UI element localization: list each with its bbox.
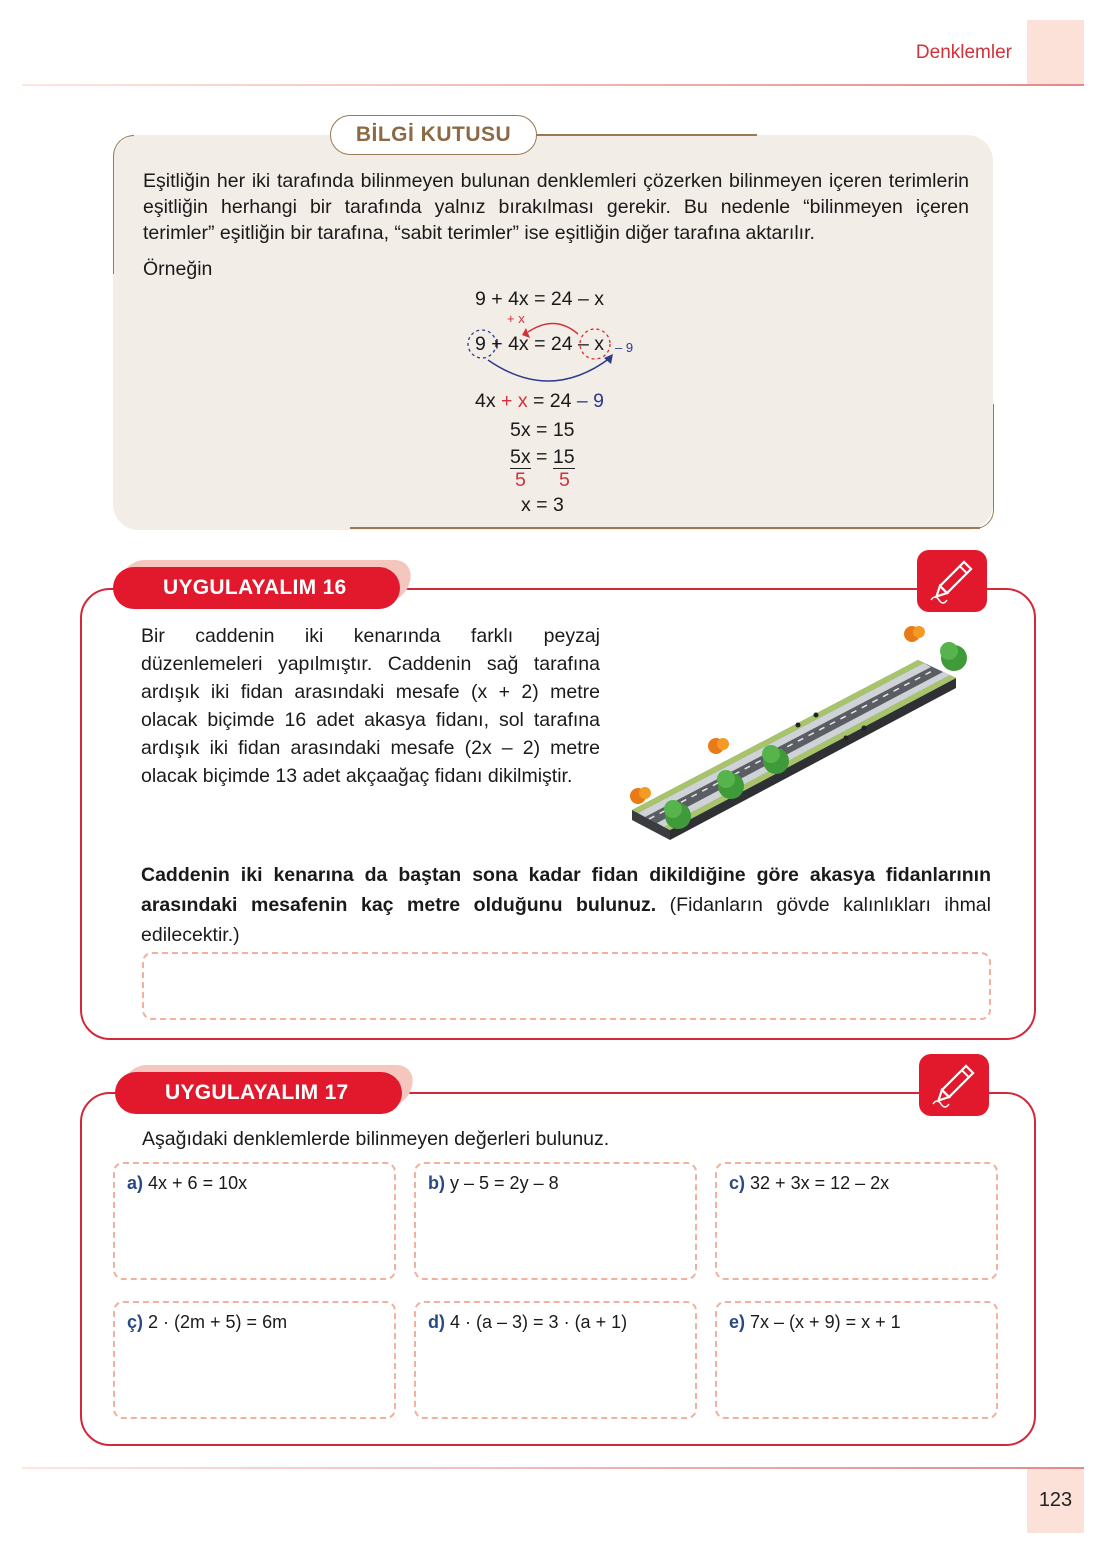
step-2-nine: 9 <box>475 333 486 355</box>
equation-box-e[interactable] <box>715 1301 998 1419</box>
equation-letter: ç) <box>127 1312 144 1332</box>
equation-text: 32 + 3x = 12 – 2x <box>750 1173 890 1193</box>
step-5 <box>510 446 575 469</box>
u17-title: UYGULAYALIM 17 <box>115 1072 402 1114</box>
pencil-icon <box>919 1054 989 1116</box>
u16-answer-box[interactable] <box>142 952 991 1020</box>
header-divider <box>22 84 1084 86</box>
step-3-eq: = 24 <box>527 390 577 412</box>
chapter-title: Denklemler <box>915 42 1012 63</box>
page-number: 123 <box>1038 1489 1073 1511</box>
step-4: 5x = 15 <box>510 419 575 441</box>
u16-text: Bir caddenin iki kenarında farklı peyzaj düzenlemeleri yapılmıştır. Caddenin sağ tarafına ardışık iki fidan arasındaki mesafe (x + 2) metre olacak biçimde 16 adet akasya fidanı, sol tarafına ardışık iki fidan arasındaki mesafe (2x – 2) metre olacak biçimde 13 adet akçaağaç fidanı dikilmiştir. <box>141 625 600 787</box>
equation-box-a[interactable] <box>113 1162 396 1280</box>
info-box-title: BİLGİ KUTUSU <box>330 115 537 155</box>
example-label: Örneğin <box>143 258 213 280</box>
move-plus-x: + x <box>507 311 525 326</box>
equation-text: 7x – (x + 9) = x + 1 <box>750 1312 901 1332</box>
step-3 <box>475 390 604 413</box>
step-5-numerator-a: 5x <box>510 446 531 468</box>
step-3-plus-x: + x <box>501 390 528 412</box>
denominator-b: 5 <box>559 469 570 491</box>
info-frame-right <box>975 404 994 529</box>
step-5-numerator-b: 15 <box>552 446 575 468</box>
equation-letter: e) <box>729 1312 746 1332</box>
equation-text: 4x + 6 = 10x <box>148 1173 248 1193</box>
equation-letter: c) <box>729 1173 746 1193</box>
u16-question-note: (Fidanların gövde kalınlıkları ihmal edilecektir.) <box>141 894 991 946</box>
equation-text: 2 · (2m + 5) = 6m <box>148 1312 288 1332</box>
step-2 <box>475 333 604 356</box>
u17-pencil-badge <box>919 1054 989 1116</box>
u16-question <box>141 860 991 950</box>
step-6: x = 3 <box>521 494 564 516</box>
equation-box-d[interactable] <box>414 1301 697 1419</box>
equation-box-c-cedilla[interactable] <box>113 1301 396 1419</box>
denominator-a: 5 <box>515 469 526 491</box>
pencil-icon <box>917 550 987 612</box>
equation-letter: d) <box>428 1312 445 1332</box>
step-2-minus-x: – x <box>578 333 605 355</box>
equation-text: 4 · (a – 3) = 3 · (a + 1) <box>450 1312 628 1332</box>
move-minus-9: – 9 <box>615 340 634 355</box>
step-3-minus-9: – 9 <box>576 390 605 412</box>
info-frame-top <box>535 134 757 136</box>
u16-pencil-badge <box>917 550 987 612</box>
equation-box-c[interactable] <box>715 1162 998 1280</box>
step-3-4x: 4x <box>475 390 502 412</box>
road-illustration <box>618 620 978 842</box>
info-text: Eşitliğin her iki tarafında bilinmeyen bulunan denklemleri çözerken bilinmeyen içeren terimlerin eşitliğin herhangi bir tarafında yalnız bırakılması gerekir. Bu nedenle “bilinmeyen içeren terimler” eşitliğin bir tarafına, “sabit terimler” ise eşitliğin diğer tarafına aktarılır. <box>143 170 969 244</box>
equation-text: y – 5 = 2y – 8 <box>450 1173 559 1193</box>
equation-letter: a) <box>127 1173 144 1193</box>
step-2-middle: + 4x = 24 <box>485 333 579 355</box>
footer-divider <box>22 1467 1084 1469</box>
step-1: 9 + 4x = 24 – x <box>475 288 605 310</box>
equation-letter: b) <box>428 1173 445 1193</box>
equation-box-b[interactable] <box>414 1162 697 1280</box>
u16-title: UYGULAYALIM 16 <box>113 567 400 609</box>
info-frame-bottom <box>350 527 980 529</box>
header-tab <box>1027 20 1084 84</box>
u17-instruction: Aşağıdaki denklemlerde bilinmeyen değerleri bulunuz. <box>142 1128 610 1150</box>
info-frame-left <box>113 135 134 274</box>
step-5-equals: = <box>536 446 548 468</box>
u16-question-bold: Caddenin iki kenarına da baştan sona kadar fidan dikildiğine göre akasya fidanlarının arasındaki mesafenin kaç metre olduğunu bulunuz. <box>141 864 991 916</box>
